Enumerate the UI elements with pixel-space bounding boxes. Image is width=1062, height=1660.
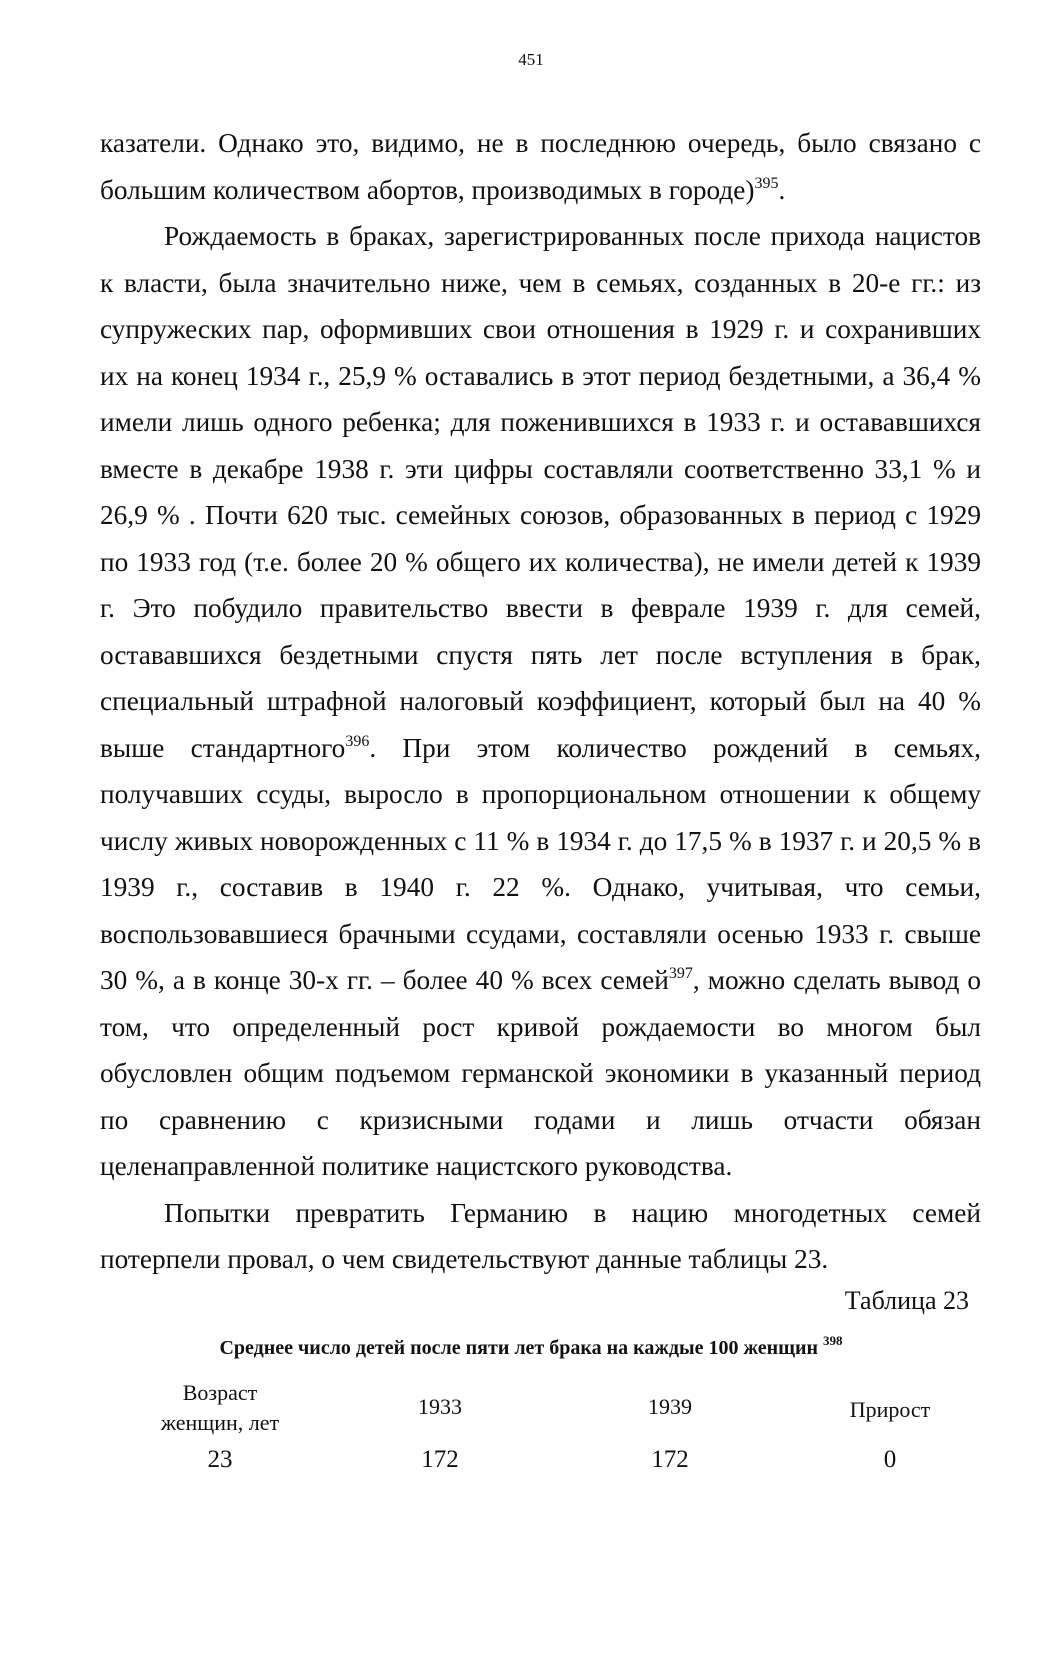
paragraph-1-tail: . xyxy=(778,174,786,205)
paragraph-3 xyxy=(100,1190,981,1283)
footnote-ref-398: 398 xyxy=(823,1333,843,1348)
header-growth: Прирост xyxy=(849,1397,931,1422)
header-1939: 1939 xyxy=(648,1394,692,1419)
table-caption xyxy=(0,1333,1062,1360)
header-age-line1: Возраст xyxy=(182,1380,258,1405)
body-text xyxy=(100,120,981,1283)
table-label: Таблица 23 xyxy=(844,1286,969,1315)
table-cell-1933: 172 xyxy=(421,1446,459,1473)
footnote-ref-395: 395 xyxy=(754,174,779,192)
paragraph-2 xyxy=(100,213,981,1190)
header-age-line2: женщин, лет xyxy=(160,1410,280,1435)
footnote-ref-396: 396 xyxy=(345,732,370,750)
header-age xyxy=(140,1378,300,1438)
header-1933: 1933 xyxy=(418,1394,462,1419)
paragraph-2-middle: . При этом количество рождений в семьях, получавших ссуды, выросло в пропорциональном отношении к общему числу живых новорожденных с 11 % в 1934 г. до 17,5 % в 1937 г. и 20,5 % в 1939 г., составив в 1940 г. 22 %. Однако, учитывая, что семьи, воспользовавшиеся брачными ссудами, составляли осенью 1933 г. свыше 30 %, а в конце 30-х гг. – более 40 % всех семей xyxy=(100,732,982,995)
paragraph-2-tail: , можно сделать вывод о том, что определенный рост кривой рождаемости во многом был обусловлен общим подъемом германской экономики в указанный период по сравнению с кризисными годами и лишь отчасти обязан целенаправленной политике нацистского руководства. xyxy=(100,965,981,1181)
paragraph-1 xyxy=(100,120,981,213)
table-caption-text: Среднее число детей после пяти лет брака на каждые 100 женщин xyxy=(219,1337,819,1359)
table-cell-age: 23 xyxy=(207,1446,233,1473)
paragraph-3-text: Попытки превратить Германию в нацию многодетных семей потерпели провал, о чем свидетельствуют данные таблицы 23. xyxy=(100,1197,981,1274)
paragraph-2-text: Рождаемость в браках, зарегистрированных после прихода нацистов к власти, была значительно ниже, чем в семьях, созданных в 20-е гг.: из супружеских пар, оформивших свои отношения в 1929 г. и сохранивших их на конец 1934 г., 25,9 % оставались в этот период бездетными, а 36,4 % имели лишь одного ребенка; для поженившихся в 1933 г. и остававшихся вместе в декабре 1938 г. эти цифры составляли соответственно 33,1 % и 26,9 % . Почти 620 тыс. семейных союзов, образованных в период с 1929 по 1933 год (т.е. более 20 % общего их количества), не имели детей к 1939 г. Это побудило правительство ввести в феврале 1939 г. для семей, остававшихся бездетными спустя пять лет после вступления в брак, специальный штрафной налоговый коэффициент, который был на 40 % выше стандартного xyxy=(100,221,981,763)
table-cell-1939: 172 xyxy=(651,1446,689,1473)
paragraph-1-text: казатели. Однако это, видимо, не в последнюю очередь, было связано с большим количеством абортов, производимых в городе) xyxy=(100,128,981,205)
page-number: 451 xyxy=(518,50,544,69)
table-cell-growth: 0 xyxy=(883,1446,897,1473)
footnote-ref-397: 397 xyxy=(668,965,693,982)
